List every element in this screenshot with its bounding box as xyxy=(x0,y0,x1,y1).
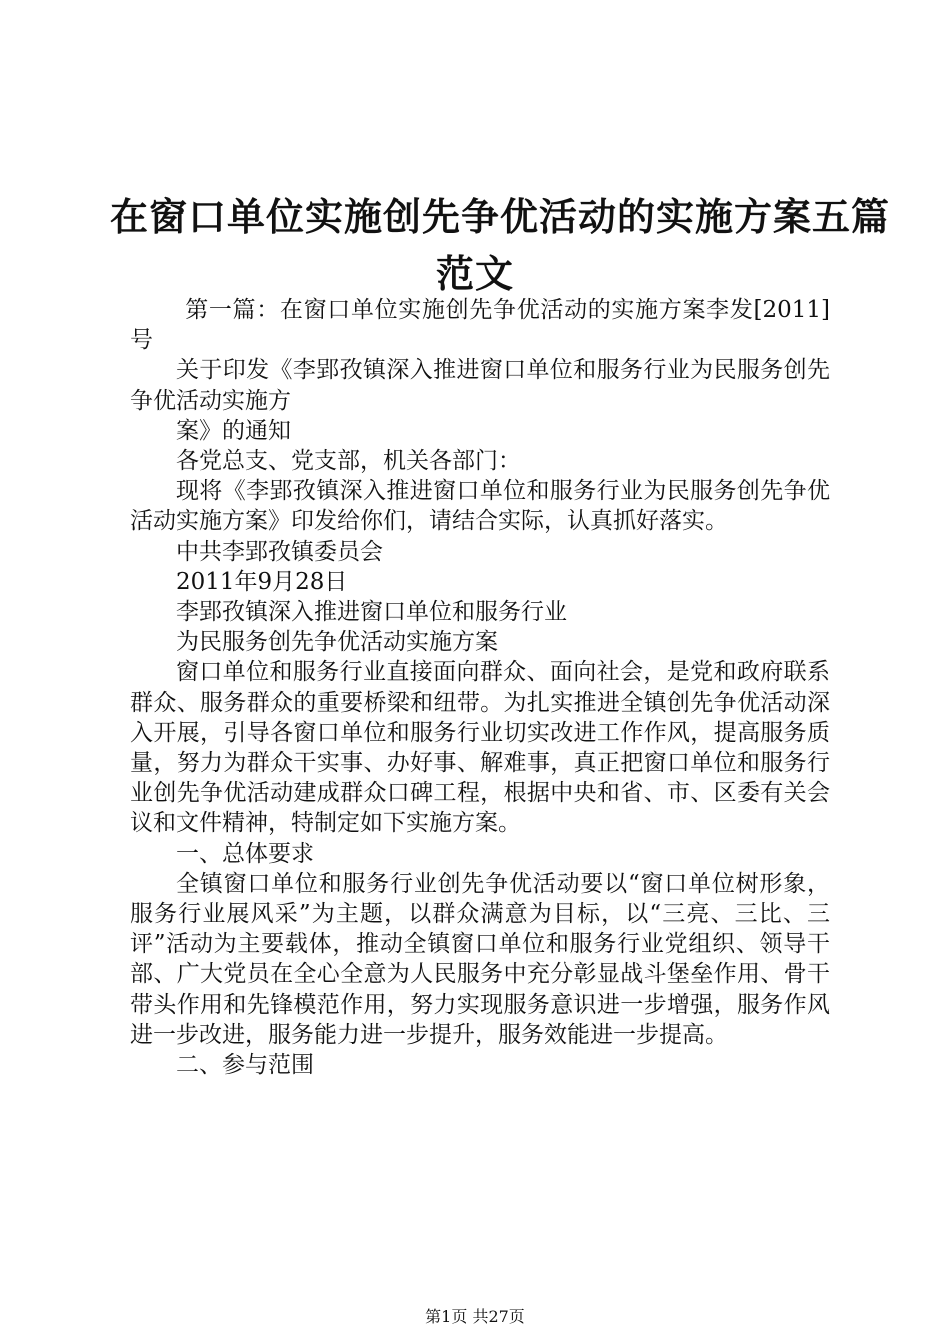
paragraph-11: 一、总体要求 xyxy=(176,840,314,867)
paragraph-8: 李郢孜镇深入推进窗口单位和服务行业 xyxy=(176,599,567,626)
paragraph-13: 二、参与范围 xyxy=(176,1052,314,1079)
paragraph-10: 窗口单位和服务行业直接面向群众、面向社会，是党和政府联系群众、服务群众的重要桥梁和纽带。为扎实推进全镇创先争优活动深入开展，引导各窗口单位和服务行业切实改进工作作风，提高服务质量，努力为群众干实事、办好事、解难事，真正把窗口单位和服务行业创先争优活动建成群众口碑工程，根据中央和省、市、区委有关会议和文件精神，特制定如下实施方案。 xyxy=(130,659,830,837)
document-title-line-1: 在窗口单位实施创先争优活动的实施方案五篇 xyxy=(110,195,891,239)
paragraph-2: 关于印发《李郢孜镇深入推进窗口单位和服务行业为民服务创先争优活动实施方 xyxy=(130,357,830,414)
paragraph-6: 中共李郢孜镇委员会 xyxy=(176,538,383,565)
paragraph-3: 案》的通知 xyxy=(176,417,291,444)
paragraph-7: 2011年9月28日 xyxy=(176,568,348,595)
paragraph-9: 为民服务创先争优活动实施方案 xyxy=(176,629,498,656)
document-title-line-2: 范文 xyxy=(435,252,514,296)
paragraph-12: 全镇窗口单位和服务行业创先争优活动要以“窗口单位树形象，服务行业展风采”为主题，以群众满意为目标，以“三亮、三比、三评”活动为主要载体，推动全镇窗口单位和服务行业党组织、领导干部、广大党员在全心全意为人民服务中充分彰显战斗堡垒作用、骨干带头作用和先锋模范作用，努力实现服务意识进一步增强，服务作风进一步改进，服务能力进一步提升，服务效能进一步提高。 xyxy=(130,870,830,1048)
paragraph-4: 各党总支、党支部，机关各部门： xyxy=(176,448,521,475)
page-footer: 第1页 共27页 xyxy=(425,1307,525,1326)
paragraph-1: 第一篇：在窗口单位实施创先争优活动的实施方案李发[2011]号 xyxy=(130,297,830,354)
document-body xyxy=(130,295,830,1080)
paragraph-5: 现将《李郢孜镇深入推进窗口单位和服务行业为民服务创先争优活动实施方案》印发给你们，请结合实际，认真抓好落实。 xyxy=(130,478,830,535)
